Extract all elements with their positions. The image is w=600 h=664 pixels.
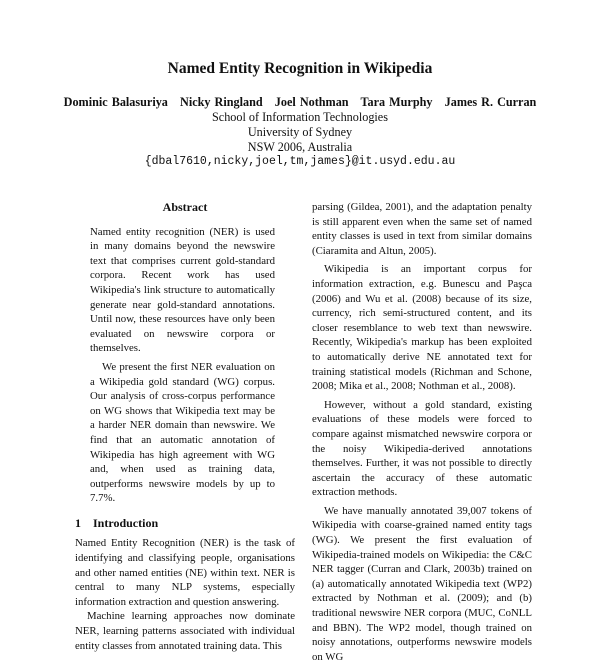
section-heading-introduction [75,516,295,531]
left-column [75,200,295,653]
paper-title: Named Entity Recognition in Wikipedia [167,60,433,77]
section-title: Introduction [93,515,159,530]
affiliation-address: NSW 2006, Australia [247,140,353,154]
right-paragraph-1: parsing (Gildea, 2001), and the adaptation penalty is still apparent even when the same set of named entity classes is used in text from similar domains (Ciaramita and Altun, 2005). [312,201,532,257]
abstract-paragraph-2: We present the first NER evaluation on a Wikipedia gold standard (WG) corpus. Our analysis of cross-corpus performance on WG shows that Wikipedia text may be a harder NER domain than newswire. We find that an automatic annotation of Wikipedia has high agreement with WG and, when used as training data, outperforms newswire models by up to 7.7%. [90,360,275,505]
abstract-paragraph-1: Named entity recognition (NER) is used in many domains beyond the newswire text that comprises current gold-standard corpora. Recent work has used Wikipedia's link structure to automatically generate near gold-standard annotations. Until now, these resources have only been evaluated on newswire corpora or themselves. [90,225,275,355]
author-list: Dominic Balasuriya Nicky Ringland Joel Nothman Tara Murphy James R. Curran [63,95,537,109]
intro-paragraph-1: Named Entity Recognition (NER) is the task of identifying and classifying people, organisations and other named entities (NE) within text. NER is central to many NLP systems, especially information extraction and question answering. [75,537,295,608]
intro-paragraph-2: Machine learning approaches now dominate NER, learning patterns associated with individual entity classes from annotated training data. This [75,610,295,652]
right-column [312,200,532,664]
abstract-heading: Abstract [162,200,208,214]
abstract-body [90,225,275,506]
right-paragraph-2: Wikipedia is an important corpus for information extraction, e.g. Bunescu and Paşca (2006) and Wu et al. (2008) because of its size, currency, rich semi-structured content, and its closer resemblance to web text than newswire. Recently, Wikipedia's markup has been exploited to automatically derive NE annotated text for training statistical models (Richman and Schone, 2008; Mika et al., 2008; Nothman et al., 2008). [312,263,532,393]
section-number: 1 [75,515,81,530]
affiliation-school: School of Information Technologies [212,110,388,124]
author-emails: {dbal7610,nicky,joel,tm,james}@it.usyd.edu.au [144,155,456,168]
affiliation-university: University of Sydney [247,125,353,139]
right-paragraph-3: However, without a gold standard, existing evaluations of these models were forced to compare against mismatched newswire corpora or the noisy Wikipedia-derived annotations themselves. Further, it was not possible to directly ascertain the accuracy of these automatic extraction methods. [312,398,532,499]
right-paragraph-4: We have manually annotated 39,007 tokens of Wikipedia with coarse-grained named entity tags (WG). We present the first evaluation of Wikipedia-trained models on Wikipedia: the C&C NER tagger (Curran and Clark, 2003b) trained on (a) automatically annotated Wikipedia text (WP2) extracted by Nothman et al. (2009); and (b) traditional newswire NER corpora (MUC, CoNLL and BBN). The WP2 model, though trained on noisy annotations, outperforms newswire models on WG [312,504,532,663]
